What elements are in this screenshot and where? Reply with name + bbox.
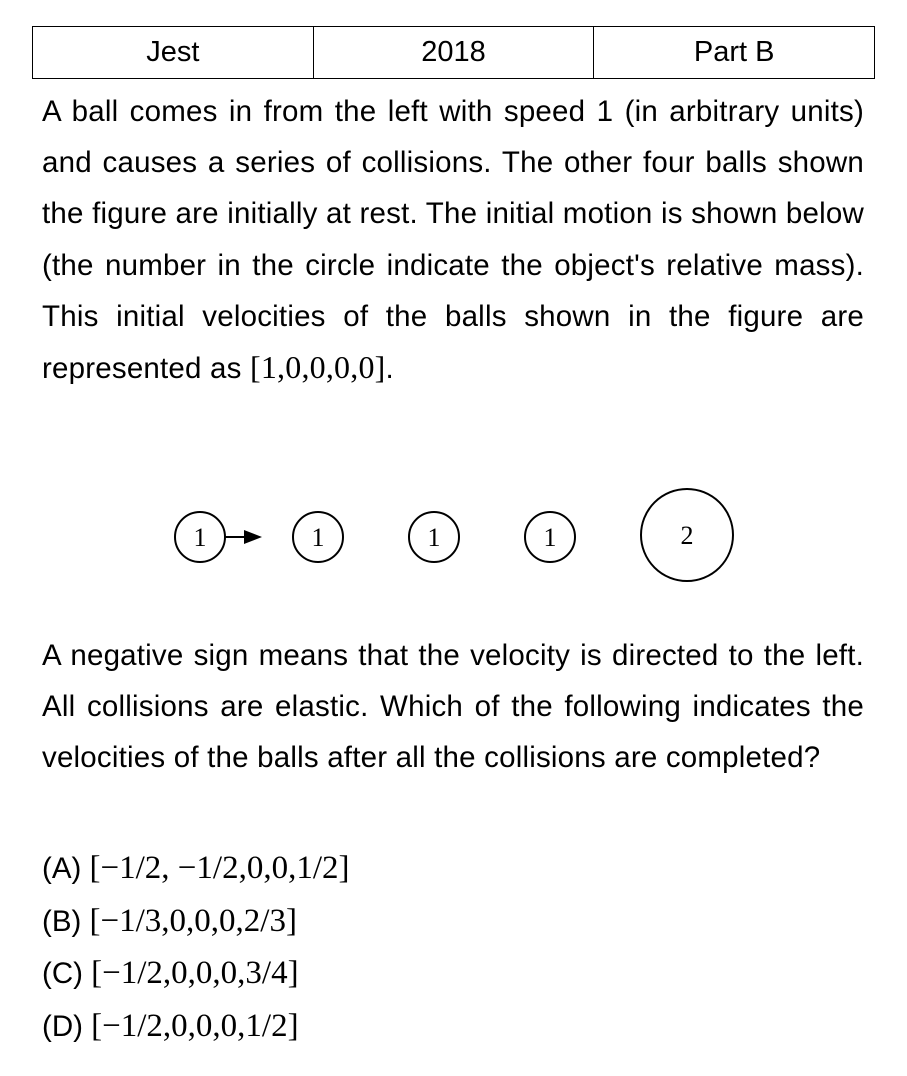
option-b-value: [−1/3,0,0,0,2/3] [89,902,297,939]
ball-3 [409,512,459,562]
option-a-value: [−1/2, −1/2,0,0,1/2] [89,850,350,886]
header-cell-year: 2018 [313,27,594,79]
ball-1-mass-label: 1 [193,523,207,552]
followup-text: A negative sign means that the velocity is directed to the left. All collisions are elastic. Which of the following indicates the velocities of the balls after all the collisions are completed? [42,639,864,775]
header-table [32,26,875,79]
option-a-label: (A) [42,852,90,885]
option-d-label: (D) [42,1009,92,1043]
question-text [42,86,864,394]
option-b[interactable] [42,895,864,948]
options-list [42,842,864,1052]
ball-5 [641,489,733,581]
option-b-label: (B) [42,904,90,938]
ball-2-mass-label: 1 [311,523,325,552]
ball-1 [175,512,225,562]
option-c-label: (C) [42,957,92,990]
ball-3-mass-label: 1 [427,523,441,552]
balls-diagram [0,480,907,590]
option-d[interactable] [42,1000,864,1053]
question-end: . [385,352,394,386]
question-body: A ball comes in from the left with speed 1 (in arbitrary units) and causes a series of collisions. The other four balls shown the figure are initially at rest. The initial motion is shown below (the number in the circle indicate the object's relative mass). This initial velocities of the balls shown in the figure are represented as [42,95,864,386]
collision-figure [0,480,907,590]
option-c-value: [−1/2,0,0,0,3/4] [91,955,299,991]
ball-4 [525,512,575,562]
header-cell-exam: Jest [33,27,314,79]
option-d-value: [−1/2,0,0,0,1/2] [91,1007,299,1044]
option-a[interactable] [42,842,864,895]
ball-5-mass-label: 2 [680,521,694,550]
header-cell-part: Part B [594,27,875,79]
option-c[interactable] [42,947,864,1000]
ball-2 [293,512,343,562]
header-row [33,27,875,79]
ball-4-mass-label: 1 [543,523,557,552]
initial-velocities: [1,0,0,0,0] [250,349,386,386]
right-arrow-icon [225,530,262,544]
